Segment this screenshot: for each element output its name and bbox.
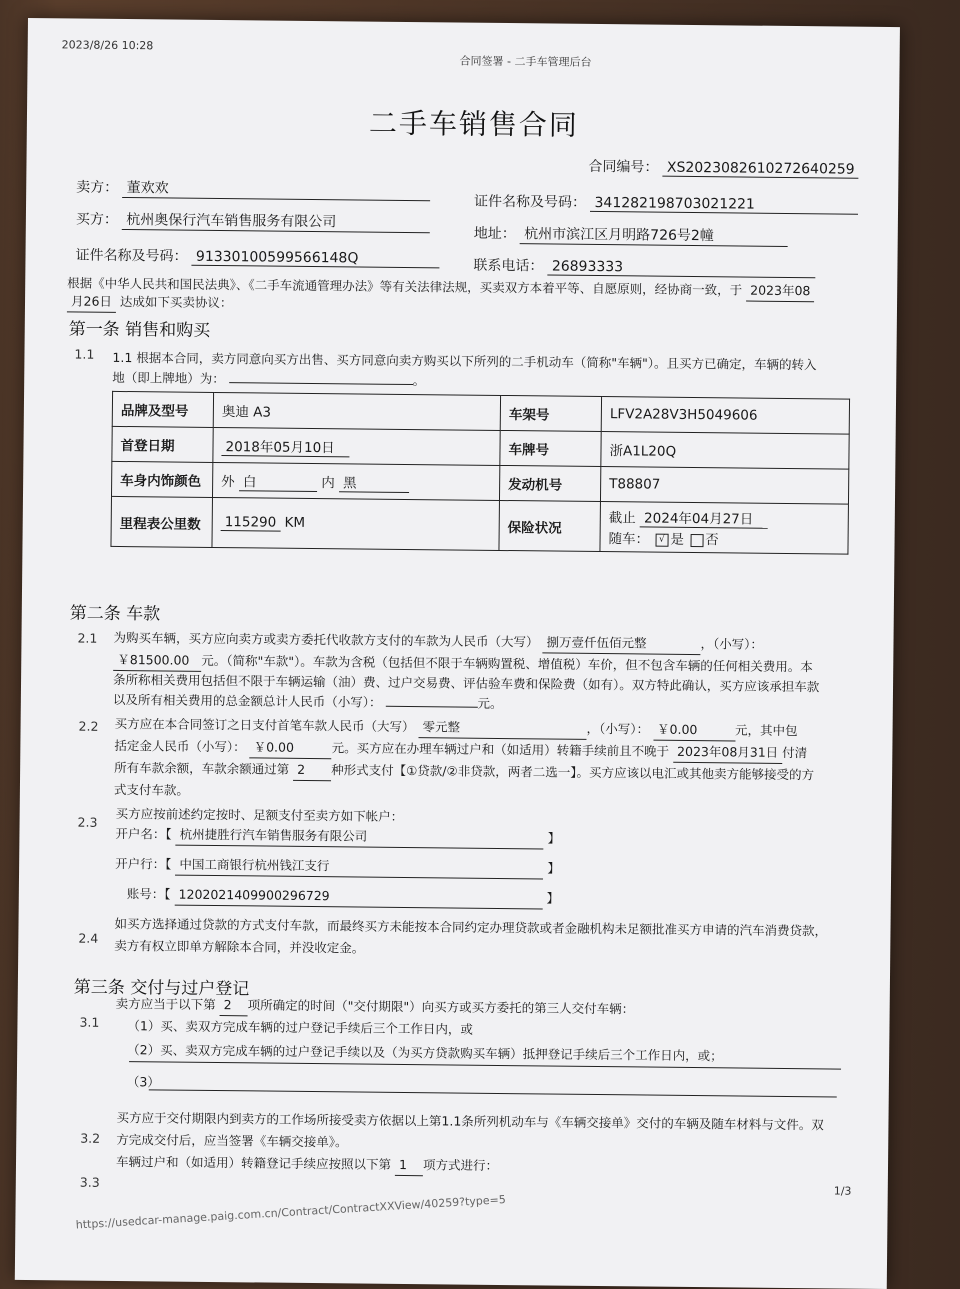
seller-id-value: 341282198703021221	[590, 195, 858, 215]
page-number: 1/3	[833, 1184, 852, 1198]
final-payment-date: 2023年08月31日	[673, 741, 782, 764]
mileage-value: 115290	[221, 514, 281, 532]
clause-1-1-line-2	[112, 367, 425, 391]
agreement-date-year-month: 2023年08	[746, 280, 814, 303]
mileage-label: 里程表公里数	[111, 496, 213, 547]
clause-3-2-number: 3.2	[80, 1130, 101, 1146]
account-holder-value: 杭州捷胜行汽车销售服务有限公司	[176, 824, 544, 850]
clause-2-1-line-4	[113, 689, 503, 714]
section-1-title: 第一条 销售和购买	[68, 319, 211, 341]
clause-3-1-text-b: 项所确定的时间（"交付期限"）向买方或买方委托的第三人交付车辆：	[247, 997, 635, 1017]
seller-label: 卖方：	[76, 179, 119, 196]
clause-3-1-text-a: 卖方应当于以下第	[115, 995, 216, 1013]
buyer-row	[76, 209, 431, 234]
section-2-title: 第二条 车款	[69, 603, 161, 625]
reg-date-cell	[213, 427, 500, 465]
exterior-prefix: 外	[221, 473, 235, 490]
exterior-color: 白	[239, 470, 317, 492]
clause-2-2-text-b: ，（小写）：	[586, 720, 650, 737]
transfer-option-selected: 1	[395, 1154, 423, 1176]
clause-2-2-text-c: 元，其中包	[735, 722, 798, 739]
mileage-cell	[212, 497, 500, 550]
buyer-label: 买方：	[75, 211, 118, 228]
plate-value: 浙A1L20Q	[601, 432, 849, 470]
account-number-row	[127, 883, 559, 910]
print-datetime: 2023/8/26 10:28	[61, 38, 154, 53]
document-title: 二手车销售合同	[368, 106, 580, 142]
section-3-title: 第三条 交付与过户登记	[73, 977, 250, 1000]
contract-number	[588, 156, 858, 179]
buyer-address-label: 地址：	[473, 225, 516, 243]
checkbox-no-label: 否	[705, 532, 719, 549]
delivery-option-1: （1）买、卖双方完成车辆的过户登记手续后三个工作日内，或	[127, 1018, 473, 1037]
clause-3-3-text-b: 项方式进行：	[422, 1157, 499, 1173]
registration-place-end: 。	[412, 373, 426, 389]
buyer-id-label: 证件名称及号码：	[75, 247, 188, 265]
clause-3-2-line-2: 方完成交付后，应当签署《车辆交接单》。	[116, 1131, 348, 1150]
seller-id-label: 证件名称及号码：	[474, 193, 587, 211]
insurance-with-label: 随车：	[608, 531, 650, 548]
clause-3-3-line-1	[116, 1151, 498, 1177]
page-url: https://usedcar-manage.paig.com.cn/Contract/ContractXXView/40259?type=5	[75, 1193, 507, 1232]
clause-2-1-text-c: 元。（简称"车款"）。车款为含税（包括但不限于车辆购置税、增值税）车价，但不包含车辆的任何相关费用。本	[201, 652, 813, 675]
print-page-title: 合同签署 - 二手车管理后台	[459, 54, 592, 69]
delivery-option-3-line	[149, 1089, 837, 1097]
clause-2-2-text-h: 种形式支付【①贷款/②非贷款，两者二选一】。买方应该以电汇或其他卖方能够接受的方	[331, 762, 815, 783]
interior-color: 黑	[339, 471, 409, 493]
buyer-id-row	[75, 245, 440, 269]
clause-3-1-number: 3.1	[79, 1014, 100, 1030]
registration-place-label: 地（即上牌地）为：	[112, 369, 225, 387]
checkbox-no[interactable]	[690, 533, 703, 546]
clause-2-2-line-4: 式支付车款。	[113, 781, 190, 798]
vin-label: 车架号	[500, 395, 601, 431]
registration-place-value	[229, 368, 413, 385]
insurance-expiry	[609, 506, 840, 529]
account-number-value: 1202021409900296729	[174, 884, 542, 910]
clause-2-1-text-f: 元。	[477, 695, 503, 712]
clause-2-2-text-d: 括定金人民币（小写）：	[114, 737, 246, 755]
clause-2-1-number: 2.1	[77, 630, 98, 646]
clause-2-2-text-e: 元。买方应在办理车辆过户和（如适用）转籍手续前且不晚于	[331, 740, 670, 759]
clause-3-3-text-a: 车辆过户和（如适用）转籍登记手续应按照以下第	[115, 1153, 392, 1172]
contract-paper	[15, 18, 900, 1289]
buyer-address-value: 杭州市滨江区月明路726号2幢	[520, 223, 788, 247]
checkbox-yes-label: 是	[670, 531, 684, 548]
color-label: 车身内饰颜色	[111, 461, 212, 497]
color-cell	[212, 462, 499, 500]
buyer-address-row	[474, 223, 789, 247]
clause-2-2-text-a: 买方应在本合同签订之日支付首笔车款人民币（大写）	[114, 715, 415, 735]
bracket-close: 】	[547, 860, 560, 876]
clause-2-1-text-a: 为购买车辆，买方应向卖方或卖方委托代收款方支付的车款为人民币（大写）	[113, 629, 539, 650]
interior-prefix: 内	[321, 474, 335, 491]
brand-value: 奥迪 A3	[213, 392, 500, 430]
reg-date-value: 2018年05月10日	[221, 435, 349, 457]
clause-2-3-line-1: 买方应按前述约定按时、足额支付至卖方如下帐户：	[115, 805, 404, 824]
clause-2-2-text-g: 所有车款余额，车款余额通过第	[114, 759, 290, 777]
engine-value: T88807	[600, 467, 848, 505]
preamble-text-end: 达成如下买卖协议：	[119, 293, 233, 311]
buyer-phone-label: 联系电话：	[473, 257, 544, 275]
brand-label: 品牌及型号	[112, 391, 213, 427]
clause-3-3-number: 3.3	[79, 1174, 100, 1190]
insurance-cell	[600, 502, 849, 555]
delivery-option-3: （3）	[126, 1074, 160, 1090]
bank-label: 开户行：【	[115, 855, 172, 872]
clause-2-4-number: 2.4	[78, 930, 99, 946]
mileage-unit: KM	[284, 514, 306, 531]
buyer-id-value: 91330100599566148Q	[192, 249, 440, 269]
reg-date-label: 首登日期	[112, 426, 213, 462]
bank-value: 中国工商银行杭州钱江支行	[175, 854, 543, 880]
buyer-phone-value: 26893333	[548, 258, 816, 278]
clause-2-1-text-e: 以及所有相关费用的总金额总计人民币（小写）：	[112, 691, 382, 710]
price-lowercase: ￥81500.00	[113, 649, 201, 672]
contract-number-label: 合同编号：	[588, 158, 659, 176]
preamble-line-2	[67, 290, 233, 314]
bracket-close: 】	[546, 890, 560, 906]
clause-2-4-line-2: 卖方有权立即单方解除本合同，并没收定金。	[114, 937, 365, 956]
insurance-expiry-prefix: 截止	[608, 510, 636, 527]
clause-2-1-text-b: ，（小写）：	[700, 636, 764, 652]
deposit-value: ￥0.00	[250, 736, 332, 759]
payment-method-number: 2	[293, 759, 331, 781]
clause-1-1-line-1: 1.1 根据本合同，卖方同意向买方出售、买方同意向卖方购买以下所列的二手机动车（简称"车辆"）。且买方已确定，车辆的转入	[112, 349, 817, 373]
clause-2-2-text-f: 付清	[782, 744, 808, 761]
bracket-close: 】	[547, 830, 561, 846]
preamble-text: 根据《中华人民共和国民法典》、《二手车流通管理办法》等有关法律法规，买卖双方本着平等、自愿原则，经协商一致，于	[67, 275, 743, 298]
buyer-phone-row	[473, 255, 816, 279]
vehicle-info-table	[110, 391, 850, 555]
first-payment-lowercase: ￥0.00	[653, 719, 735, 742]
clause-2-4-line-1: 如买方选择通过贷款的方式支付车款，而最终买方未能按本合同约定办理贷款或者金融机构未足额批准买方申请的汽车消费贷款，	[114, 915, 828, 939]
table-row	[111, 496, 848, 554]
agreement-date-day: 月26日	[67, 290, 116, 313]
insurance-with-car	[608, 527, 839, 549]
clause-number: 1.1	[74, 346, 95, 362]
seller-id-row	[474, 191, 859, 215]
engine-label: 发动机号	[499, 465, 600, 501]
contract-number-value: XS2023082610272640259	[663, 160, 859, 179]
bank-row	[115, 853, 560, 880]
plate-label: 车牌号	[500, 430, 601, 466]
clause-3-2-line-1: 买方应于交付期限内到卖方的工作场所接受卖方依据以上第1.1条所列机动车与《车辆交接单》交付的车辆及随车材料与文件。双	[116, 1109, 824, 1133]
delivery-option-selected: 2	[220, 994, 248, 1016]
delivery-option-2: （2）买、卖双方完成车辆的过户登记手续以及（为买方贷款购买车辆）抵押登记手续后三个工作日内，或；	[127, 1042, 723, 1064]
seller-name: 董欢欢	[123, 177, 431, 201]
seller-row	[76, 177, 431, 202]
clause-2-2-number: 2.2	[78, 718, 99, 734]
price-uppercase: 捌万壹仟伍佰元整	[542, 631, 700, 655]
vin-value: LFV2A28V3H5049606	[601, 397, 849, 435]
account-holder-row	[115, 823, 560, 850]
buyer-name: 杭州奥保行汽车销售服务有限公司	[122, 209, 430, 233]
checkbox-yes[interactable]: √	[655, 533, 668, 546]
insurance-expiry-date: 2024年04月27日	[640, 506, 768, 528]
account-holder-label: 开户名：【	[115, 825, 172, 842]
total-amount-value	[386, 692, 478, 708]
insurance-label: 保险状况	[499, 500, 601, 551]
account-number-label: 账号：【	[126, 886, 171, 902]
clause-2-1-line-3: 条所称相关费用包括但不限于车辆运输（油）费、过户交易费、评估验车费和保险费（如有）。双方特此确认，买方应该承担车款	[112, 671, 820, 695]
first-payment-uppercase: 零元整	[418, 716, 586, 740]
clause-2-3-number: 2.3	[77, 814, 98, 830]
